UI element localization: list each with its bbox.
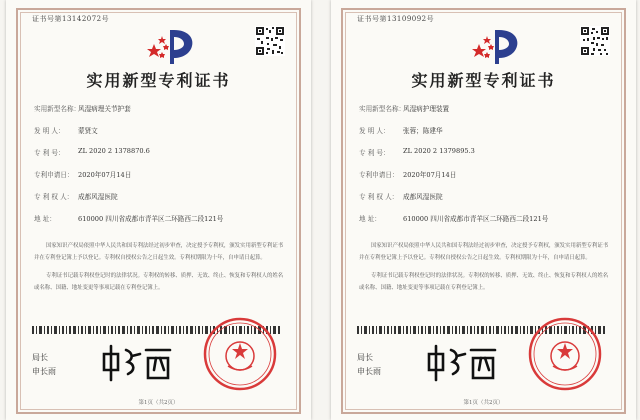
field-patent-number: 专 利 号： ZL 2020 2 1378870.6 [34,147,150,157]
certificate-notice [359,240,612,300]
qr-code-icon [255,26,285,56]
field-utility-model-name: 实用新型名称： 风湿病理关节护套 [34,105,131,113]
director-name: 申长雨 [32,367,56,376]
field-inventor: 发 明 人： 张蓉；陈建华 [359,127,443,135]
certificate-number: 证书号第13142072号 [32,15,110,23]
field-application-date: 专利申请日： 2020年07月14日 [34,171,132,179]
notice-paragraph: 专利证书记载专利权登记时的法律状况。专利权的转移、质押、无效、终止、恢复和专利权人的姓名或名称、国籍、地址变更等事项记载在专利登记簿上。 [359,273,609,291]
signature-icon [98,340,178,384]
field-patentee: 专 利 权 人： 成都风湿医院 [34,193,118,201]
notice-paragraph: 国家知识产权局依照中华人民共和国专利法经过初步审查，决定授予专利权，颁发实用新型专利证书并在专利登记簿上予以登记。专利权自授权公告之日起生效。专利权期限为十年，自申请日起算。 [359,243,609,261]
certificate-notice [34,240,287,300]
director-title: 局长 [357,353,373,362]
qr-code-icon [580,26,610,56]
patent-certificate-1 [6,0,311,420]
page-number: 第1页（共2页） [463,400,504,406]
field-patent-number: 专 利 号： ZL 2020 2 1379895.3 [359,147,475,157]
certificate-fields [359,103,612,235]
field-patentee: 专 利 权 人： 成都风湿医院 [359,193,443,201]
certificate-fields [34,103,287,235]
field-application-date: 专利申请日： 2020年07月14日 [359,171,457,179]
director-name: 申长雨 [357,367,381,376]
field-address: 地 址： 610000 四川省成都市青羊区二环路西二段121号 [34,215,224,223]
director-title: 局长 [32,353,48,362]
cnipa-logo-icon [469,26,523,66]
official-seal-icon [527,316,603,392]
field-utility-model-name: 实用新型名称： 风湿病护理装置 [359,105,450,113]
cnipa-logo-icon [144,26,198,66]
notice-paragraph: 专利证书记载专利权登记时的法律状况。专利权的转移、质押、无效、终止、恢复和专利权人的姓名或名称、国籍、地址变更等事项记载在专利登记簿上。 [34,273,284,291]
page-number: 第1页（共2页） [138,400,179,406]
certificate-title: 实用新型专利证书 [86,71,231,90]
certificate-title: 实用新型专利证书 [411,71,556,90]
patent-certificate-2 [331,0,636,420]
field-inventor: 发 明 人： 蒙贤文 [34,127,98,135]
official-seal-icon [202,316,278,392]
notice-paragraph: 国家知识产权局依照中华人民共和国专利法经过初步审查，决定授予专利权，颁发实用新型专利证书并在专利登记簿上予以登记。专利权自授权公告之日起生效。专利权期限为十年，自申请日起算。 [34,243,284,261]
certificate-number: 证书号第13109092号 [357,15,435,23]
signature-icon [423,340,503,384]
field-address: 地 址： 610000 四川省成都市青羊区二环路西二段121号 [359,215,549,223]
